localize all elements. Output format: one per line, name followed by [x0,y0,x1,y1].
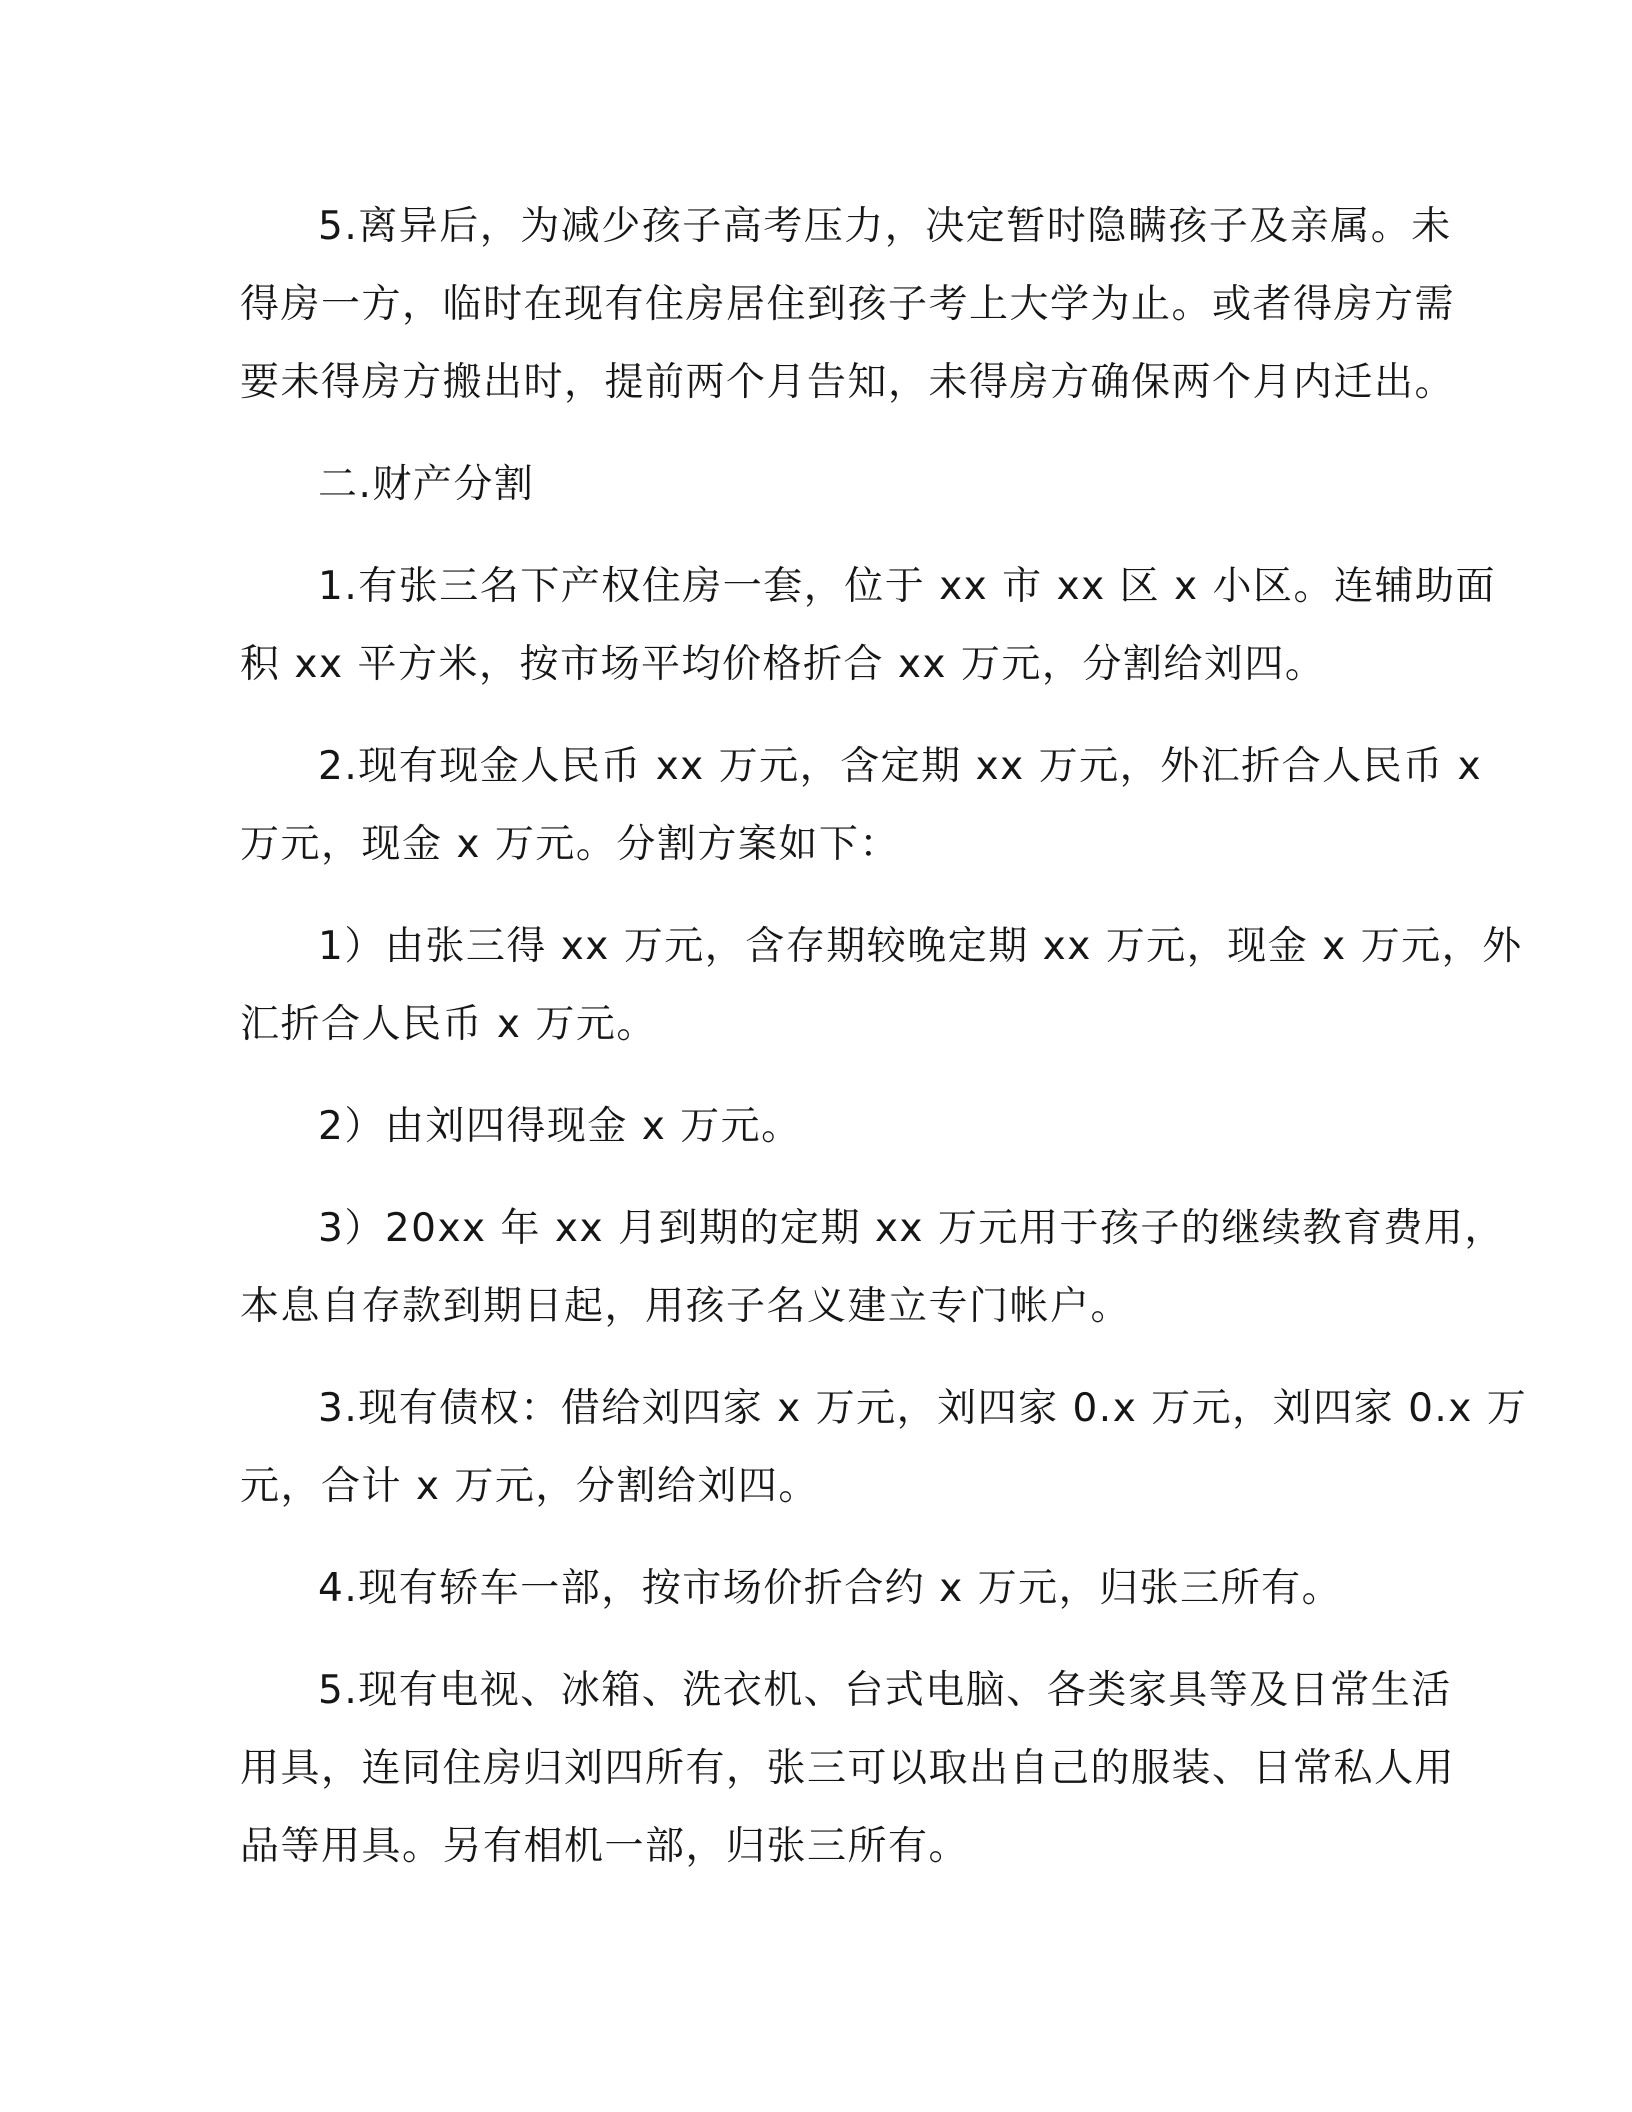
paragraph-claims-division [240,1370,1528,1526]
text-line: 积 xx 平方米，按市场平均价格折合 xx 万元，分割给刘四。 [240,642,1326,687]
paragraph-household-goods [240,1652,1456,1886]
paragraph-house-division [240,548,1496,704]
text-line: 5.现有电视、冰箱、洗衣机、台式电脑、各类家具等及日常生活 [318,1668,1452,1713]
document-body [240,188,1528,1886]
text-line: 3.现有债权：借给刘四家 x 万元，刘四家 0.x 万元，刘四家 0.x 万 [318,1386,1528,1431]
text-line: 汇折合人民币 x 万元。 [240,1002,657,1047]
text-line: 2）由刘四得现金 x 万元。 [318,1104,802,1149]
text-line: 1.有张三名下产权住房一套，位于 xx 市 xx 区 x 小区。连辅助面 [318,564,1496,609]
text-line: 1）由张三得 xx 万元，含存期较晚定期 xx 万元，现金 x 万元，外 [318,924,1523,969]
text-line: 4.现有轿车一部，按市场价折合约 x 万元，归张三所有。 [318,1566,1343,1611]
text-line: 用具，连同住房归刘四所有，张三可以取出自己的服装、日常私人用 [240,1746,1456,1791]
heading-text: 二.财产分割 [318,462,535,507]
text-line: 要未得房方搬出时，提前两个月告知，未得房方确保两个月内迁出。 [240,360,1456,405]
text-line: 5.离异后，为减少孩子高考压力，决定暂时隐瞒孩子及亲属。未 [318,204,1452,249]
paragraph-cash-plan-2 [240,1088,1390,1166]
paragraph-cash-plan-3 [240,1190,1505,1346]
text-line: 品等用具。另有相机一部，归张三所有。 [240,1824,970,1869]
section-heading-property-division [240,446,1390,524]
text-line: 2.现有现金人民币 xx 万元，含定期 xx 万元，外汇折合人民币 x [318,744,1483,789]
paragraph-cash-plan-1 [240,908,1523,1064]
paragraph-separation-arrangement [240,188,1456,422]
text-line: 万元，现金 x 万元。分割方案如下： [240,822,900,867]
paragraph-car-division [240,1550,1390,1628]
text-line: 元，合计 x 万元，分割给刘四。 [240,1464,819,1509]
text-line: 3）20xx 年 xx 月到期的定期 xx 万元用于孩子的继续教育费用， [318,1206,1505,1251]
text-line: 得房一方，临时在现有住房居住到孩子考上大学为止。或者得房方需 [240,282,1456,327]
text-line: 本息自存款到期日起，用孩子名义建立专门帐户。 [240,1284,1132,1329]
paragraph-cash-division [240,728,1483,884]
